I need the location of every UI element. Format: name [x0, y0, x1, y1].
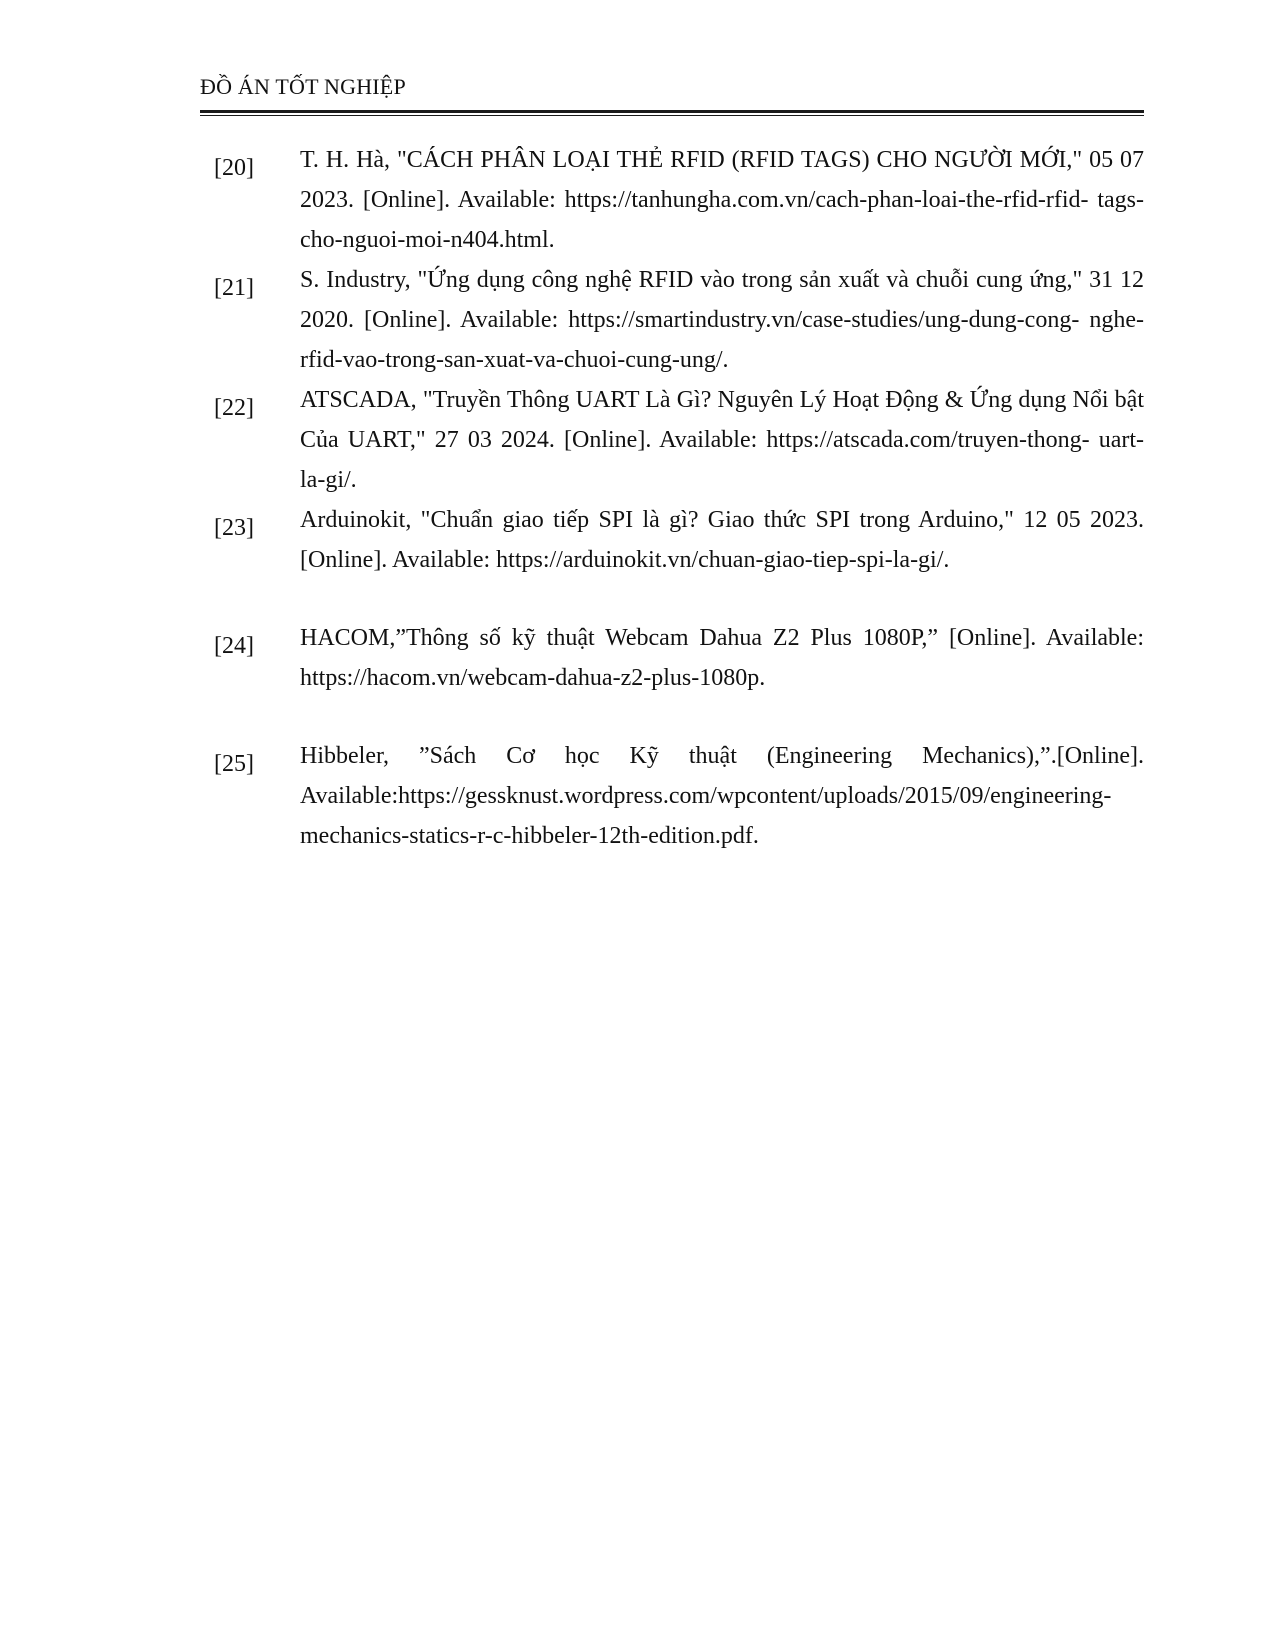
reference-text: T. H. Hà, "CÁCH PHÂN LOẠI THẺ RFID (RFID TAGS) CHO NGƯỜI MỚI," 05 07 2023. [Online]. Available: https://tanhungha.com.vn/cach-phan-loai-the-rfid-rfid- tags-cho-nguoi-moi-n404.html.	[300, 147, 1144, 253]
reference-item	[200, 736, 1144, 856]
reference-item	[200, 140, 1144, 260]
header-divider-thin	[200, 115, 1144, 116]
header-divider	[200, 110, 1144, 113]
reference-number: [22]	[214, 395, 254, 421]
reference-number: [25]	[214, 751, 254, 777]
page-header	[200, 74, 1144, 116]
reference-list	[200, 140, 1144, 856]
reference-item	[200, 380, 1144, 500]
reference-number: [20]	[214, 155, 254, 181]
reference-text: Hibbeler, ”Sách Cơ học Kỹ thuật (Engineering Mechanics),”.[Online]. Available:https://gessknust.wordpress.com/wpcontent/uploads/2015/09/engineering-mechanics-statics-r-c-hibbeler-12th-edition.pdf.	[300, 743, 1144, 849]
reference-number: [24]	[214, 633, 254, 659]
reference-number: [23]	[214, 515, 254, 541]
reference-text: S. Industry, "Ứng dụng công nghệ RFID vào trong sản xuất và chuỗi cung ứng," 31 12 2020. [Online]. Available: https://smartindustry.vn/case-studies/ung-dung-cong- nghe-rfid-vao-trong-san-xuat-va-chuoi-cung-ung/.	[300, 267, 1144, 373]
reference-number: [21]	[214, 275, 254, 301]
reference-text: HACOM,”Thông số kỹ thuật Webcam Dahua Z2 Plus 1080P,” [Online]. Available: https://hacom.vn/webcam-dahua-z2-plus-1080p.	[300, 625, 1144, 691]
reference-text: Arduinokit, "Chuẩn giao tiếp SPI là gì? Giao thức SPI trong Arduino," 12 05 2023. [Online]. Available: https://arduinokit.vn/chuan-giao-tiep-spi-la-gi/.	[300, 507, 1144, 573]
reference-item	[200, 500, 1144, 580]
reference-item	[200, 260, 1144, 380]
reference-text: ATSCADA, "Truyền Thông UART Là Gì? Nguyên Lý Hoạt Động & Ứng dụng Nổi bật Của UART," 27 03 2024. [Online]. Available: https://atscada.com/truyen-thong- uart-la-gi/.	[300, 387, 1144, 493]
reference-item	[200, 618, 1144, 698]
page-header-title: ĐỒ ÁN TỐT NGHIỆP	[200, 74, 406, 99]
